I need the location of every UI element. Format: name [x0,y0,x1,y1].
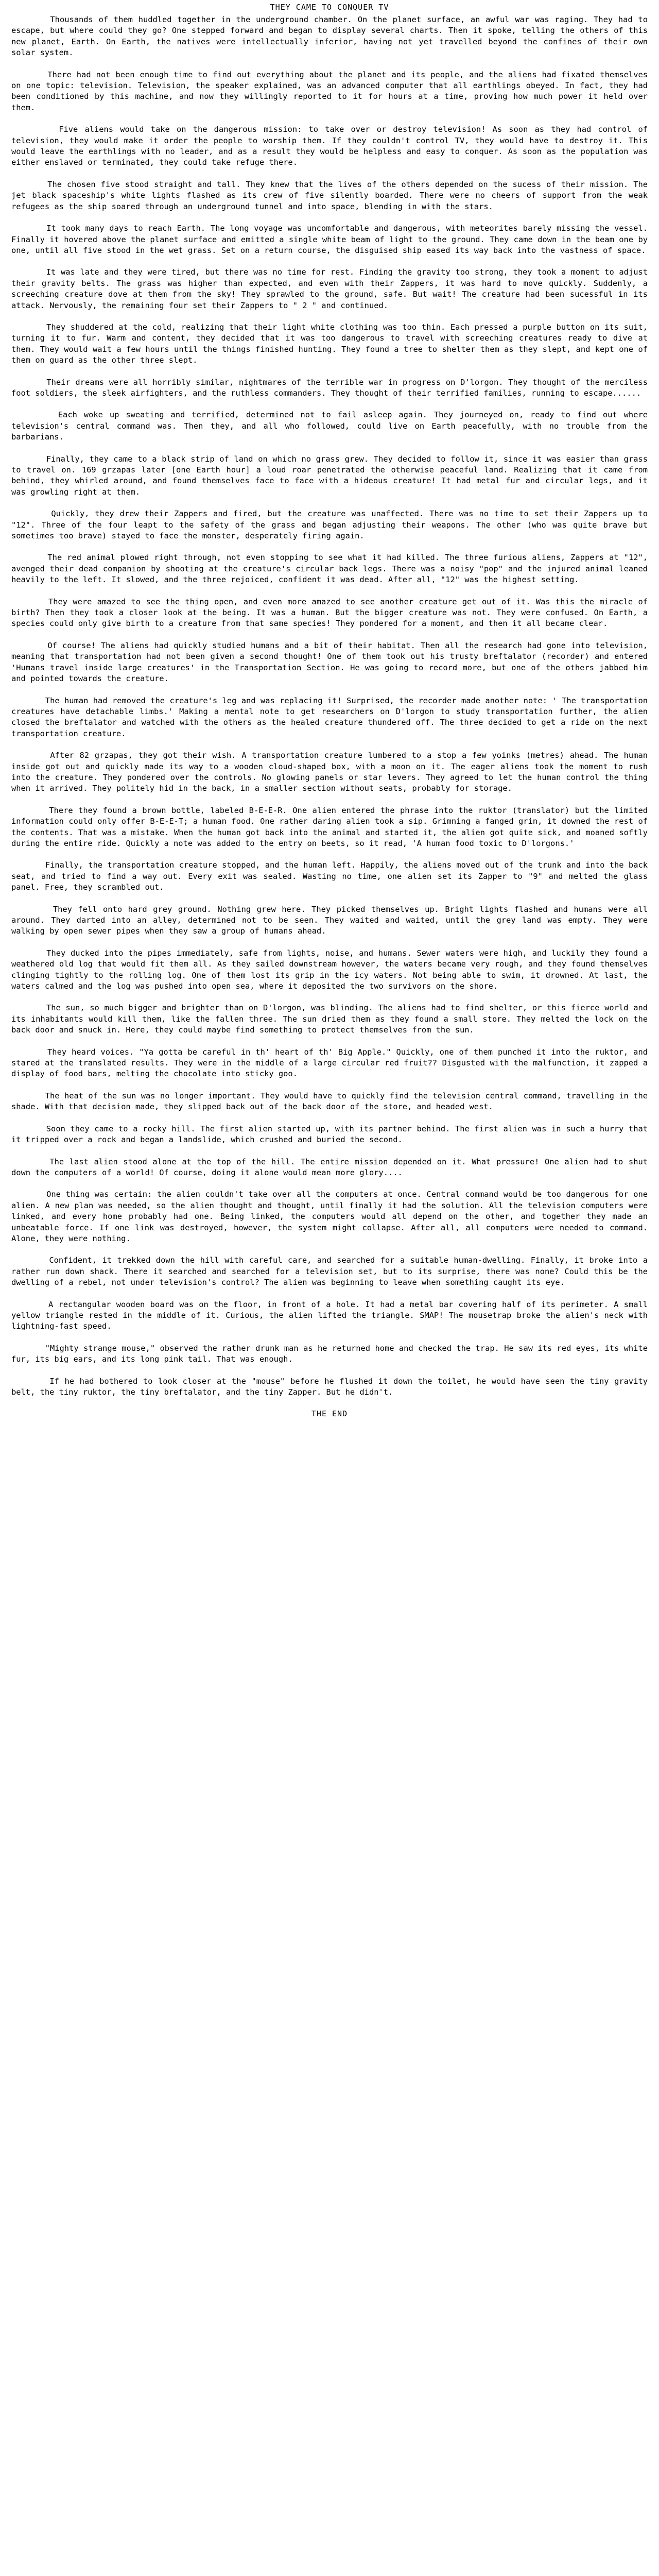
paragraph: Each woke up sweating and terrified, determined not to fail asleep again. They journeyed on, ready to find out where television's central command was. Then they, and all who followed, could live on Earth peacefully, with no trouble from the barbarians. [11,410,653,442]
paragraph: They heard voices. "Ya gotta be careful in th' heart of th' Big Apple." Quickly, one of them punched it into the ruktor, and stared at the translated results. They were in the middle of a large circular red fruit?? Disgusted with the malfunction, it zapped a display of food bars, melting the chocolate into sticky goo. [11,1047,653,1079]
paragraph: The last alien stood alone at the top of the hill. The entire mission depended on it. What pressure! One alien had to shut down the computers of a world! Of course, doing it alone would mean more glory.... [11,1157,653,1177]
paragraph: They were amazed to see the thing open, and even more amazed to see another creature get out of it. Was this the miracle of birth? Then they took a closer look at the being. It was a human. But the bigger creature was not. They were confused. On Earth, a species could only give birth to a creature from that same species! They pondered for a moment, and then it all became clear. [11,597,653,629]
paragraph: The chosen five stood straight and tall. They knew that the lives of the others depended on the sucess of their mission. The jet black spaceship's white lights flashed as its crew of five silently boarded. There were no cheers of support from the weak refugees as the ship soared through an underground tunnel and into space, blending in with the stars. [11,179,653,211]
paragraph: They ducked into the pipes immediately, safe from lights, noise, and humans. Sewer waters were high, and luckily they found a weathered old log that would fit them all. As they sailed downstream however, the waters became very rough, and they found themselves clinging tightly to the rolling log. One of them lost its grip in the icy waters. Not being able to swim, it drowned. At last, the waters calmed and the log was pushed into open sea, where it deposited the two survivors on the shore. [11,948,653,991]
story-title: THEY CAME TO CONQUER TV [270,3,389,12]
paragraph: One thing was certain: the alien couldn't take over all the computers at once. Central command would be too dangerous for one alien. A new plan was needed, so the alien thought and thought, until finally it had the solution. All the television computers were linked, and every home probably had one. Being linked, the computers would all depend on the other, and together they made an unbeatable force. If one link was destroyed, however, the system might collapse. After all, all computers were needed to command. Alone, they were nothing. [11,1190,653,1243]
paragraph: Of course! The aliens had quickly studied humans and a bit of their habitat. Then all the research had gone into television, meaning that transportation had not been given a second thought! One of them took out his trusty breftalator (recorder) and entered 'Humans travel inside large creatures' in the Transportation Section. He was going to record more, but one of the others jabbed him and pointed towards the creature. [11,640,653,684]
paragraph: Soon they came to a rocky hill. The first alien started up, with its partner behind. The first alien was in such a hurry that it tripped over a rock and began a landslide, which crushed and buried the second. [11,1124,653,1145]
paragraph: After 82 grzapas, they got their wish. A transportation creature lumbered to a stop a few yoinks (metres) ahead. The human inside got out and quickly made its way to a wooden cloud-shaped box, with a moon on it. The eager aliens took the moment to rush into the creature. They pondered over the controls. No glowing panels or star levers. They agreed to let the human control the thing when it arrived. They politely hid in the back, in a smaller section without seats, probably for storage. [11,751,653,793]
paragraph: There they found a brown bottle, labeled B-E-E-R. One alien entered the phrase into the ruktor (translator) but the limited information could only offer B-E-E-T; a human food. One rather daring alien took a sip. Grimning a fanged grin, it downed the rest of the contents. That was a mistake. When the human got back into the animal and started it, the alien got quite sick, and moaned softly during the entire ride. Quickly a note was added to the entry on beets, so it read, 'A human food toxic to D'lorgons.' [11,805,653,848]
paragraph: Five aliens would take on the dangerous mission: to take over or destroy television! As soon as they had control of television, they would make it order the people to worship them. If they couldn't control TV, they would have to destroy it. This would leave the earthlings with no leader, and as a result they would be helpless and easy to conquer. As soon as the population was either enslaved or terminated, they could take refuge there. [11,125,653,167]
paragraph: They fell onto hard grey ground. Nothing grew here. They picked themselves up. Bright lights flashed and humans were all around. They darted into an alley, determined not to be seen. They waited and waited, until the grey land was empty. They were walking by open sewer pipes when they saw a group of humans ahead. [11,904,653,936]
paragraph: It took many days to reach Earth. The long voyage was uncomfortable and dangerous, with meteorites barely missing the vessel. Finally it hovered above the planet surface and emitted a single white beam of light to the ground. They came down in the beam one by one, until all five stood in the wet grass. Set on a return course, the disguised ship eased its way back into the vastness of space. [11,224,653,255]
story-body [11,14,653,1398]
paragraph: The red animal plowed right through, not even stopping to see what it had killed. The three furious aliens, Zappers at "12", avenged their dead companion by shooting at the creature's circular back legs. There was a noisy "pop" and the injured animal leaned heavily to the left. It slowed, and the three rejoiced, confident it was dead. After all, "12" was the highest setting. [11,553,653,585]
paragraph: The heat of the sun was no longer important. They would have to quickly find the television central command, travelling in the shade. With that decision made, they slipped back out of the back door of the store, and headed west. [11,1091,653,1112]
paragraph: The sun, so much bigger and brighter than on D'lorgon, was blinding. The aliens had to find shelter, or this fierce world and its inhabitants would kill them, like the fallen three. The sun dried them as they found a small store. They melted the lock on the back door and snuck in. Here, they could maybe find something to protect themselves from the sun. [11,1003,653,1035]
paragraph: There had not been enough time to find out everything about the planet and its people, and the aliens had fixated themselves on one topic: television. Television, the speaker explained, was an advanced computer that all earthlings obeyed. In fact, they had been conditioned by this machine, and now they willingly reported to it for hours at a time, proving how much power it held over them. [11,70,653,112]
paragraph: Thousands of them huddled together in the underground chamber. On the planet surface, an awful war was raging. They had to escape, but where could they go? One stepped forward and began to display several charts. Then it spoke, telling the others of this new planet, Earth. On Earth, the natives were intellectually inferior, having not yet travelled beyond the confines of their own solar system. [11,15,653,58]
paragraph: Their dreams were all horribly similar, nightmares of the terrible war in progress on D'lorgon. They thought of the merciless foot soldiers, the sleek airfighters, and the ruthless commanders. They thought of their terrified families, running to escape...... [11,377,653,398]
paragraph: They shuddered at the cold, realizing that their light white clothing was too thin. Each pressed a purple button on its suit, turning it to fur. Warm and content, they decided that it was too dangerous to travel with screeching creatures ready to dive at them. They would wait a few hours until the things finished hunting. They found a tree to shelter them as they slept, and kept one of them on guard as the other three slept. [11,322,653,365]
paragraph: Quickly, they drew their Zappers and fired, but the creature was unaffected. There was no time to set their Zappers up to "12". Three of the four leapt to the safety of the grass and began adjusting their weapons. The other (who was quite brave but sometimes too brave) stayed to face the monster, desperately firing again. [11,509,653,541]
the-end-label: THE END [311,1409,348,1419]
paragraph: "Mighty strange mouse," observed the rather drunk man as he returned home and checked the trap. He saw its red eyes, its white fur, its big ears, and its long pink tail. That was enough. [11,1343,653,1364]
paragraph: Finally, they came to a black strip of land on which no grass grew. They decided to follow it, since it was easier than grass to travel on. 169 grzapas later [one Earth hour] a loud roar penetrated the otherwise peaceful land. Realizing that it came from behind, they whirled around, and found themselves face to face with a hideous creature! It had metal fur and circular legs, and it was growling right at them. [11,454,653,497]
paragraph: It was late and they were tired, but there was no time for rest. Finding the gravity too strong, they took a moment to adjust their gravity belts. The grass was higher than expected, and even with their Zappers, it was hard to move quickly. Suddenly, a screeching creature dove at them from the sky! They sprawled to the ground, safe. But wait! The creature had been sucessful in its attack. Nervously, the remaining four set their Zappers to " 2 " and continued. [11,267,653,310]
paragraph: A rectangular wooden board was on the floor, in front of a hole. It had a metal bar covering half of its perimeter. A small yellow triangle rested in the middle of it. Curious, the alien lifted the triangle. SMAP! The mousetrap broke the alien's neck with lightning-fast speed. [11,1299,653,1331]
paragraph: If he had bothered to look closer at the "mouse" before he flushed it down the toilet, he would have seen the tiny gravity belt, the tiny ruktor, the tiny breftalator, and the tiny Zapper. But he didn't. [11,1376,653,1397]
paragraph: Confident, it trekked down the hill with careful care, and searched for a suitable human-dwelling. Finally, it broke into a rather run down shack. There it searched and searched for a television set, but to its surprise, there was none? Could this be the dwelling of a rebel, not under television's control? The alien was beginning to leave when something caught its eye. [11,1256,653,1287]
paragraph: Finally, the transportation creature stopped, and the human left. Happily, the aliens moved out of the trunk and into the back seat, and tried to find a way out. Every exit was sealed. Wasting no time, one alien set its Zapper to "9" and melted the glass panel. Free, they scrambled out. [11,860,653,892]
paragraph: The human had removed the creature's leg and was replacing it! Surprised, the recorder made another note: ' The transportation creatures have detachable limbs.' Making a mental note to get researchers on D'lorgon to study transportation further, the alien closed the breftalator and watched with the others as the healed creature thundered off. The three decided to get a ride on the next transportation creature. [11,696,653,738]
